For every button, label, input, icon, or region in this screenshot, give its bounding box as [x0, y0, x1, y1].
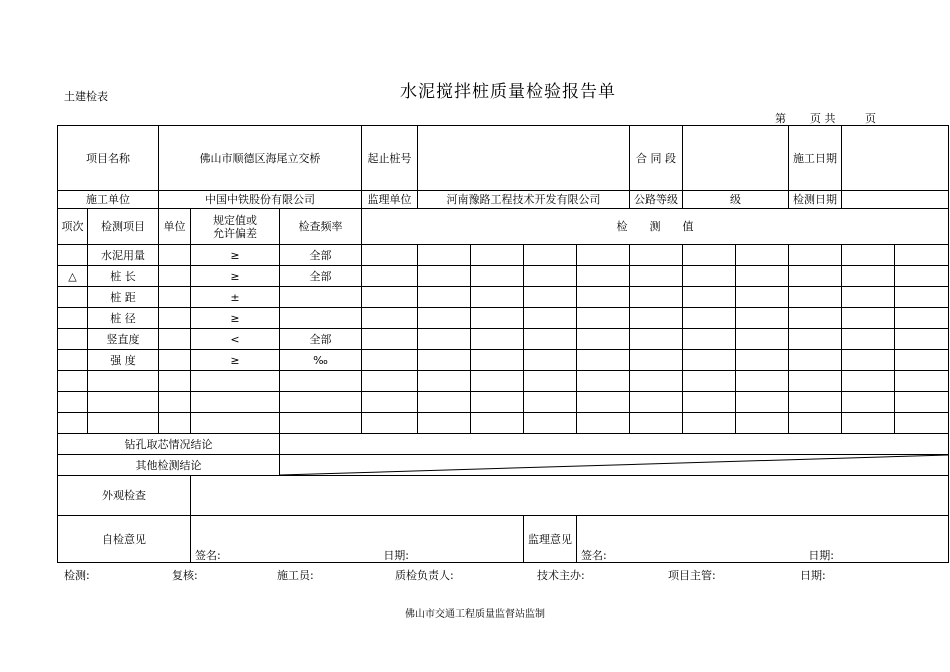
value-cell[interactable] [895, 308, 949, 329]
self-check-sign-label: 签名: [195, 549, 221, 562]
value-cell[interactable] [736, 266, 789, 287]
supervision-sign-label: 签名: [581, 549, 607, 562]
value-cell[interactable] [789, 392, 842, 413]
value-cell[interactable] [524, 371, 577, 392]
signature-tech-lead: 技术主办: [537, 569, 585, 582]
row-spec: ± [191, 287, 280, 308]
value-cell[interactable] [362, 350, 418, 371]
signature-date: 日期: [800, 569, 826, 582]
value-cell[interactable] [842, 308, 895, 329]
row-item: 强 度 [88, 350, 159, 371]
value-cell[interactable] [683, 413, 736, 434]
row-index: △ [58, 266, 88, 287]
opinion-row [58, 516, 949, 563]
value-cell[interactable] [789, 266, 842, 287]
value-cell[interactable] [362, 413, 418, 434]
footer-note: 佛山市交通工程质量监督站监制 [405, 609, 545, 620]
form-code: 土建检表 [64, 90, 108, 103]
value-cell[interactable] [736, 245, 789, 266]
value-cell[interactable] [736, 392, 789, 413]
row-index [58, 245, 88, 266]
value-cell[interactable] [471, 329, 524, 350]
value-cell[interactable] [683, 266, 736, 287]
value-cell[interactable] [630, 350, 683, 371]
col-spec-header [191, 209, 280, 245]
row-index [58, 371, 88, 392]
row-item: 桩 长 [88, 266, 159, 287]
value-cell[interactable] [842, 371, 895, 392]
value-cell[interactable] [362, 371, 418, 392]
contract-value [683, 126, 789, 191]
row-index [58, 308, 88, 329]
value-cell[interactable] [418, 245, 471, 266]
value-cell[interactable] [789, 329, 842, 350]
table-row [58, 329, 949, 350]
supervisor-label: 监理单位 [362, 191, 418, 209]
value-cell[interactable] [895, 329, 949, 350]
supervision-date-label: 日期: [808, 549, 835, 562]
value-cell[interactable] [683, 329, 736, 350]
value-cell[interactable] [418, 266, 471, 287]
value-cell[interactable] [418, 329, 471, 350]
row-spec: ≥ [191, 245, 280, 266]
value-cell[interactable] [842, 392, 895, 413]
value-cell[interactable] [577, 350, 630, 371]
value-cell[interactable] [736, 308, 789, 329]
value-cell[interactable] [630, 266, 683, 287]
value-cell[interactable] [418, 392, 471, 413]
value-cell[interactable] [736, 350, 789, 371]
value-cell[interactable] [418, 287, 471, 308]
appearance-value[interactable] [191, 476, 949, 516]
construction-date-label: 施工日期 [789, 126, 842, 191]
value-cell[interactable] [471, 308, 524, 329]
diagonal-line [280, 455, 948, 475]
col-spec-line1: 规定值或 [213, 213, 257, 227]
row-spec: ≥ [191, 308, 280, 329]
table-row [58, 308, 949, 329]
contractor-label: 施工单位 [58, 191, 159, 209]
row-item [88, 413, 159, 434]
supervision-area[interactable] [577, 516, 949, 563]
value-cell[interactable] [789, 350, 842, 371]
value-cell[interactable] [630, 392, 683, 413]
value-cell[interactable] [630, 245, 683, 266]
supervisor-value: 河南豫路工程技术开发有限公司 [418, 191, 630, 209]
row-frequency: ‰ [280, 350, 362, 371]
value-cell[interactable] [362, 329, 418, 350]
drilling-conclusion-row [58, 434, 949, 455]
road-grade-value: 级 [683, 191, 789, 209]
value-cell[interactable] [524, 392, 577, 413]
value-cell[interactable] [362, 266, 418, 287]
value-cell[interactable] [524, 287, 577, 308]
value-cell[interactable] [524, 350, 577, 371]
other-conclusion-row [58, 455, 949, 476]
row-frequency: 全部 [280, 329, 362, 350]
construction-date-value [842, 126, 949, 191]
project-name-value: 佛山市顺德区海尾立交桥 [159, 126, 362, 191]
value-cell[interactable] [736, 287, 789, 308]
row-unit [159, 287, 191, 308]
value-cell[interactable] [471, 392, 524, 413]
row-index [58, 329, 88, 350]
value-cell[interactable] [789, 413, 842, 434]
value-cell[interactable] [577, 329, 630, 350]
value-cell[interactable] [471, 287, 524, 308]
value-cell[interactable] [842, 245, 895, 266]
drilling-conclusion-value[interactable] [280, 434, 949, 455]
value-cell[interactable] [524, 329, 577, 350]
value-cell[interactable] [471, 371, 524, 392]
row-unit [159, 392, 191, 413]
signature-reviewer: 复核: [172, 569, 198, 582]
value-cell[interactable] [895, 350, 949, 371]
self-check-label: 自检意见 [58, 516, 191, 563]
supervision-label: 监理意见 [524, 516, 577, 563]
appearance-label: 外观检查 [58, 476, 191, 516]
project-name-label: 项目名称 [58, 126, 159, 191]
value-cell[interactable] [789, 371, 842, 392]
row-item: 桩 距 [88, 287, 159, 308]
page-number-ye-gong: 页 共 [810, 112, 836, 125]
value-cell[interactable] [895, 245, 949, 266]
value-cell[interactable] [630, 329, 683, 350]
value-cell[interactable] [842, 266, 895, 287]
row-frequency [280, 287, 362, 308]
row-unit [159, 329, 191, 350]
row-item: 桩 径 [88, 308, 159, 329]
row-frequency [280, 308, 362, 329]
row-frequency: 全部 [280, 245, 362, 266]
road-grade-label: 公路等级 [630, 191, 683, 209]
inspection-date-label: 检测日期 [789, 191, 842, 209]
col-values-header: 检 测 值 [362, 209, 949, 245]
value-cell[interactable] [683, 371, 736, 392]
value-cell[interactable] [895, 287, 949, 308]
value-cell[interactable] [842, 329, 895, 350]
row-unit [159, 371, 191, 392]
value-cell[interactable] [362, 245, 418, 266]
value-cell[interactable] [418, 350, 471, 371]
value-cell[interactable] [630, 413, 683, 434]
value-cell[interactable] [362, 287, 418, 308]
table-row [58, 350, 949, 371]
signature-inspector: 检测: [64, 569, 90, 582]
column-header-row [58, 209, 949, 245]
self-check-area[interactable] [191, 516, 524, 563]
value-cell[interactable] [524, 308, 577, 329]
signature-constructor: 施工员: [277, 569, 314, 582]
row-frequency [280, 371, 362, 392]
row-item: 竖直度 [88, 329, 159, 350]
value-cell[interactable] [577, 245, 630, 266]
value-cell[interactable] [577, 413, 630, 434]
contractor-value: 中国中铁股份有限公司 [159, 191, 362, 209]
row-spec [191, 413, 280, 434]
value-cell[interactable] [895, 413, 949, 434]
value-cell[interactable] [577, 287, 630, 308]
row-unit [159, 266, 191, 287]
signature-qc-lead: 质检负责人: [395, 569, 454, 582]
info-row-1 [58, 126, 949, 191]
other-conclusion-label: 其他检测结论 [58, 455, 280, 476]
row-index [58, 413, 88, 434]
value-cell[interactable] [362, 392, 418, 413]
info-row-2 [58, 191, 949, 209]
stake-value [418, 126, 630, 191]
value-cell[interactable] [683, 287, 736, 308]
value-cell[interactable] [577, 266, 630, 287]
col-frequency-header: 检查频率 [280, 209, 362, 245]
value-cell[interactable] [418, 371, 471, 392]
value-cell[interactable] [683, 392, 736, 413]
value-cell[interactable] [630, 287, 683, 308]
self-check-date-label: 日期: [383, 549, 410, 562]
value-cell[interactable] [471, 350, 524, 371]
table-row [58, 245, 949, 266]
row-spec: < [191, 329, 280, 350]
row-unit [159, 245, 191, 266]
value-cell[interactable] [789, 245, 842, 266]
table-row [58, 413, 949, 434]
row-unit [159, 308, 191, 329]
stake-label: 起止桩号 [362, 126, 418, 191]
row-item: 水泥用量 [88, 245, 159, 266]
value-cell[interactable] [471, 245, 524, 266]
value-cell[interactable] [895, 266, 949, 287]
col-index-header: 项次 [58, 209, 88, 245]
other-conclusion-value[interactable] [280, 455, 949, 476]
row-unit [159, 413, 191, 434]
value-cell[interactable] [577, 308, 630, 329]
value-cell[interactable] [418, 308, 471, 329]
row-frequency: 全部 [280, 266, 362, 287]
value-cell[interactable] [683, 245, 736, 266]
row-item [88, 371, 159, 392]
value-cell[interactable] [418, 413, 471, 434]
appearance-row [58, 476, 949, 516]
value-cell[interactable] [789, 308, 842, 329]
value-cell[interactable] [577, 392, 630, 413]
table-row [58, 392, 949, 413]
table-row [58, 266, 949, 287]
row-spec: ≥ [191, 266, 280, 287]
value-cell[interactable] [842, 350, 895, 371]
table-row [58, 287, 949, 308]
value-cell[interactable] [842, 287, 895, 308]
value-cell[interactable] [630, 371, 683, 392]
value-cell[interactable] [630, 308, 683, 329]
page-number-ye: 页 [865, 112, 876, 125]
drilling-conclusion-label: 钻孔取芯情况结论 [58, 434, 280, 455]
page-number-di: 第 [775, 112, 786, 125]
table-row [58, 371, 949, 392]
value-cell[interactable] [471, 266, 524, 287]
value-cell[interactable] [736, 371, 789, 392]
inspection-table [57, 125, 949, 563]
value-cell[interactable] [683, 308, 736, 329]
row-unit [159, 350, 191, 371]
col-item-header: 检测项目 [88, 209, 159, 245]
value-cell[interactable] [736, 329, 789, 350]
value-cell[interactable] [471, 413, 524, 434]
inspection-date-value [842, 191, 949, 209]
signature-project-manager: 项目主管: [668, 569, 716, 582]
value-cell[interactable] [736, 413, 789, 434]
row-index [58, 350, 88, 371]
value-cell[interactable] [362, 308, 418, 329]
value-cell[interactable] [524, 266, 577, 287]
row-frequency [280, 392, 362, 413]
row-spec: ≥ [191, 350, 280, 371]
page-title: 水泥搅拌桩质量检验报告单 [400, 82, 616, 102]
row-frequency [280, 413, 362, 434]
value-cell[interactable] [524, 245, 577, 266]
value-cell[interactable] [895, 371, 949, 392]
value-cell[interactable] [789, 287, 842, 308]
col-spec-line2: 允许偏差 [213, 226, 257, 240]
row-index [58, 392, 88, 413]
value-cell[interactable] [842, 413, 895, 434]
value-cell[interactable] [524, 413, 577, 434]
value-cell[interactable] [577, 371, 630, 392]
value-cell[interactable] [683, 350, 736, 371]
value-cell[interactable] [895, 392, 949, 413]
row-spec [191, 392, 280, 413]
contract-label: 合 同 段 [630, 126, 683, 191]
row-spec [191, 371, 280, 392]
row-item [88, 392, 159, 413]
col-unit-header: 单位 [159, 209, 191, 245]
row-index [58, 287, 88, 308]
